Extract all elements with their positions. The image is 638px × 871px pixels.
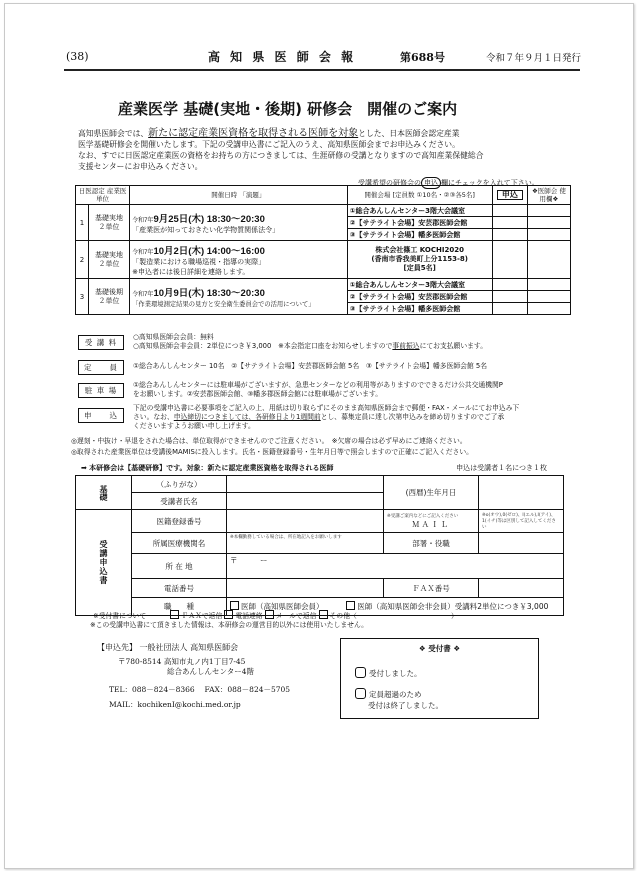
session-note: ※申込者には後日詳細を連絡します。 — [132, 267, 250, 276]
receipt-accepted — [355, 667, 422, 679]
reg-number-input[interactable] — [227, 510, 384, 533]
form-side-label-top: 基礎 — [76, 476, 132, 510]
mail-option-checkbox[interactable] — [265, 610, 274, 619]
job-member-checkbox[interactable] — [230, 601, 239, 610]
phone-option-checkbox[interactable] — [224, 610, 233, 619]
receipt-full-text-2: 受付は終了しました。 — [368, 701, 443, 710]
address-label: 所 在 地 — [132, 554, 227, 579]
venue-name: 株式会社篠工 KOCHI2020 — [375, 246, 464, 254]
other-option[interactable] — [319, 612, 357, 620]
date-main: 10月9日(木) 18:30〜20:30 — [153, 288, 265, 299]
form-row-address — [76, 554, 564, 579]
fax-input[interactable] — [479, 579, 564, 598]
session-date — [132, 211, 344, 225]
apply-checkbox[interactable] — [492, 229, 527, 241]
row-number: 2 — [76, 241, 89, 279]
mail-input[interactable] — [479, 510, 564, 533]
date-main: 9月25日(木) 18:30〜20:30 — [153, 213, 265, 225]
job-label: 職 種 — [132, 598, 227, 616]
apply-line: くださいますようお願い申し上げます。 — [133, 422, 255, 430]
intro-line-3: なお、すでに日医認定産業医の資格をお持ちの方につきましては、生涯研修の受講となりますので高知産業保健総合 — [78, 151, 484, 160]
name-label: 受講者氏名 — [132, 493, 227, 510]
receipt-box — [340, 638, 539, 719]
position-label: 部署・役職 — [384, 533, 479, 554]
th-venue: 開催会場 [定員数 ①10名・②③各5名] — [347, 186, 492, 205]
position-input[interactable] — [479, 533, 564, 554]
session-date — [132, 243, 344, 257]
office-use-cell — [527, 229, 570, 241]
venue-capacity: [定員5名] — [403, 264, 436, 272]
form-banner-note: 申込は受講者１名につき１枚 — [456, 464, 547, 472]
schedule-header-row — [76, 186, 571, 205]
intro-emphasis: 新たに認定産業医資格を取得される医師を対象 — [148, 128, 359, 139]
intro-text: 高知県医師会では、 — [78, 129, 149, 138]
date-era: 令和7年 — [132, 249, 154, 256]
form-row-org — [76, 533, 564, 554]
check-note-text: 受講希望の研修会の — [358, 179, 421, 187]
address-input[interactable]: 〒 ー — [227, 554, 564, 579]
table-row — [76, 205, 571, 217]
name-input[interactable] — [227, 493, 384, 510]
other-option-label: その他（ — [329, 612, 357, 620]
page-title: 産業医学 基礎(実地・後期) 研修会 開催のご案内 — [118, 100, 458, 118]
apply-checkbox[interactable] — [492, 241, 527, 279]
warning-mamis: ◎取得された産業医単位は受講後MAMISに投入します。氏名・医籍登録番号・生年月日等で照会しますので正確にご記入ください。 — [71, 448, 473, 456]
contact-building: 総合あんしんセンター4階 — [167, 667, 254, 676]
fee-text-part: にてお支払願います。 — [419, 342, 487, 350]
office-use-cell — [527, 291, 570, 303]
row-number: 3 — [76, 279, 89, 315]
fee-label: 受 講 料 — [78, 335, 124, 350]
intro-text: とした、日本医師会認定産業 — [358, 129, 460, 138]
parking-line: ①総合あんしんセンターには駐車場がございますが、急患センターなどの利用等がありますのでできるだけ公共交通機関P — [133, 381, 503, 389]
apply-header-label: 申込 — [497, 190, 523, 200]
venue-cell: ①総合あんしんセンター3階大会議室 — [347, 205, 492, 217]
apply-line — [133, 413, 573, 422]
apply-checkbox[interactable] — [492, 205, 527, 217]
apply-checkbox[interactable] — [492, 279, 527, 291]
mail-label-text: ＭＡＩＬ — [412, 519, 450, 529]
furigana-input[interactable] — [227, 476, 384, 493]
form-row-reg — [76, 510, 564, 533]
office-use-cell — [527, 279, 570, 291]
mail-hint: ※受講ご案内などにご記入ください — [387, 513, 459, 519]
org-input[interactable] — [227, 533, 384, 554]
venue-cell: ②【サテライト会場】安芸郡医師会館 — [347, 291, 492, 303]
privacy-note: ※この受講申込書にて頂きました情報は、本研修会の運営目的以外には使用いたしません。 — [90, 621, 368, 629]
mail-option-label: メールで返信 — [275, 612, 317, 620]
form-row-phone — [76, 579, 564, 598]
receipt-full — [355, 688, 422, 700]
reg-number-label: 医籍登録番号 — [132, 510, 227, 533]
org-hint: ※本欄勤務している場合は、所在地記入をお願いします — [230, 535, 342, 540]
date-main: 10月2日(木) 14:00〜16:00 — [153, 245, 265, 257]
row-session — [130, 279, 347, 315]
check-note-text: 欄にチェックを入れて下さい。 — [441, 179, 539, 187]
row-level: 基礎後期 ２単位 — [89, 279, 130, 315]
session-topic: 「産業医が知っておきたい化学物質関係法令」 — [132, 225, 280, 234]
phone-label: 電話番号 — [132, 579, 227, 598]
row-number: 1 — [76, 205, 89, 241]
dob-label: (西暦)生年月日 — [384, 476, 479, 510]
intro-line-1 — [78, 129, 573, 139]
phone-option[interactable] — [224, 612, 262, 620]
contact-phone-fax: TEL：088－824－8366 FAX：088－824－5705 — [109, 685, 291, 694]
mail-hint-2: ※o(オウ),0(ゼロ)、l(エル),I(アイ)、1(イチ)等は区別して記入してください — [482, 513, 556, 530]
apply-text-part: とし、募集定員に達し次第申込みを締め切りますのでご了承 — [320, 413, 505, 421]
receipt-accepted-text: 受付しました。 — [369, 669, 422, 678]
other-option-checkbox[interactable] — [319, 610, 328, 619]
capacity-text: ①総合あんしんセンター 10名 ②【サテライト会場】安芸郡医師会館 5名 ③【サテライト会場】幡多医師会館 5名 — [133, 362, 488, 370]
date-era: 令和7年 — [132, 292, 154, 298]
venue-cell — [347, 241, 492, 279]
form-banner-text: 本研修会は【基礎研修】です。対象：新たに認定産業医資格を取得される医師 — [89, 464, 334, 472]
date-era: 令和7年 — [132, 217, 154, 224]
dob-input[interactable] — [479, 476, 564, 510]
journal-name: 高 知 県 医 師 会 報 — [208, 50, 357, 64]
fee-line — [133, 342, 573, 351]
apply-text — [133, 404, 573, 431]
apply-checkbox[interactable] — [492, 217, 527, 229]
venue-cell: ③【サテライト会場】幡多医師会館 — [347, 229, 492, 241]
org-label: 所属医療機関名 — [132, 533, 227, 554]
receipt-title: ❖ 受付書 ❖ — [418, 644, 461, 653]
parking-text — [133, 381, 573, 399]
table-row — [76, 279, 571, 291]
session-date — [132, 285, 344, 299]
session-topic: 「製造業における職場巡視・指導の実際」 — [132, 257, 266, 266]
hexagon-icon — [355, 688, 366, 699]
office-use-cell — [527, 241, 570, 279]
fee-text — [133, 333, 573, 351]
receipt-full-text: 定員超過のため — [369, 690, 422, 699]
job-option-nonmember: 医師（高知県医師会非会員）受講料2単位につき￥3,000 — [357, 602, 549, 611]
th-level: 日医認定 産業医単位 — [76, 186, 130, 205]
header-rule — [64, 69, 580, 71]
parking-line: をお願いします。②安芸郡医師会館、③幡多郡医師会館には駐車場がございます。 — [133, 390, 382, 398]
schedule-table — [75, 185, 571, 315]
apply-text-part: さい。なお、 — [133, 413, 174, 421]
issue-date: 令和７年９月１日発行 — [486, 53, 582, 64]
venue-cell: ①総合あんしんセンター3階大会議室 — [347, 279, 492, 291]
session-topic: 「作業環境測定結果の見方と安全衛生委員会での活用について」 — [132, 301, 315, 308]
intro-line-2: 医学基礎研修会を開催いたします。下記の受講申込書にご記入のうえ、高知県医師会までお申込みください。 — [78, 140, 460, 149]
receipt-method-label: ※受付書について — [93, 612, 147, 620]
warning-attendance: ◎遅刻・中抜け・早退をされた場合は、単位取得ができませんのでご注意ください。 ※欠席の場合は必ず早めにご連絡ください。 — [71, 437, 467, 445]
parking-label: 駐 車 場 — [78, 383, 124, 398]
apply-label: 申 込 — [78, 408, 124, 423]
fax-label: ＦＡＸ番号 — [384, 579, 479, 598]
form-side-label: 受講申込書 — [76, 510, 132, 616]
fee-text-part: ○高知県医師会非会員：2単位につき￥3,000 ※本会指定口座をお知らせしますので — [133, 342, 393, 350]
job-option-member: 医師（高知県医師会員） — [241, 602, 324, 611]
page-number: (38) — [66, 50, 89, 63]
th-session: 開催日時 「演題」 — [130, 186, 347, 205]
form-row-furigana — [76, 476, 564, 493]
arrow-icon: ➡ — [81, 464, 87, 472]
fee-emphasis: 事前振込 — [392, 342, 420, 350]
issue-number: 第688号 — [400, 51, 445, 64]
mail-label — [384, 510, 479, 533]
fax-option-checkbox[interactable] — [170, 610, 179, 619]
phone-input[interactable] — [227, 579, 384, 598]
receipt-method-note — [93, 610, 458, 621]
capacity-label: 定 員 — [78, 360, 124, 375]
th-office-use: ❖医師会 使用欄❖ — [527, 186, 570, 205]
hexagon-icon — [355, 667, 366, 678]
fee-line: ○高知県医師会会員：無料 — [133, 333, 214, 341]
application-form — [75, 475, 564, 616]
fax-option-label: ＦＡＸで返信 — [181, 612, 223, 620]
office-use-cell — [527, 217, 570, 229]
apply-line: 下記の受講申込書に必要事項をご記入の上、用紙は切り取らずにそのまま高知県医師会まで郵便・FAX・メールにてお申込み下 — [133, 404, 520, 412]
apply-checkbox[interactable] — [492, 291, 527, 303]
contact-title: 【申込先】 一般社団法人 高知県医師会 — [97, 643, 239, 652]
row-session — [130, 205, 347, 241]
office-use-cell — [527, 303, 570, 315]
row-level: 基礎実地 ２単位 — [89, 205, 130, 241]
phone-option-label: 電話連絡 — [235, 612, 263, 620]
job-nonmember-checkbox[interactable] — [346, 601, 355, 610]
apply-mark: 申込 — [421, 177, 441, 189]
other-option-close: ） — [450, 612, 458, 620]
office-use-cell — [527, 205, 570, 217]
mail-option[interactable] — [265, 612, 317, 620]
contact-address: 〒780-8514 高知市丸ノ内1丁目7-45 — [118, 657, 246, 666]
apply-checkbox[interactable] — [492, 303, 527, 315]
row-level: 基礎実地 ２単位 — [89, 241, 130, 279]
row-session — [130, 241, 347, 279]
form-banner — [81, 463, 557, 474]
venue-address: (香南市香我美町上分1153-8) — [371, 255, 468, 263]
furigana-label: （ふりがな） — [132, 476, 227, 493]
table-row — [76, 241, 571, 279]
intro-line-4: 支援センターにお申込みください。 — [78, 162, 203, 171]
contact-mail: MAIL：kochikenI@kochi.med.or.jp — [109, 700, 241, 709]
fax-option[interactable] — [170, 612, 222, 620]
th-apply — [492, 186, 527, 205]
venue-cell: ②【サテライト会場】安芸郡医師会館 — [347, 217, 492, 229]
venue-cell: ③【サテライト会場】幡多医師会館 — [347, 303, 492, 315]
apply-emphasis: 申込締切につきましては、各研修日より1週間前 — [173, 413, 321, 421]
